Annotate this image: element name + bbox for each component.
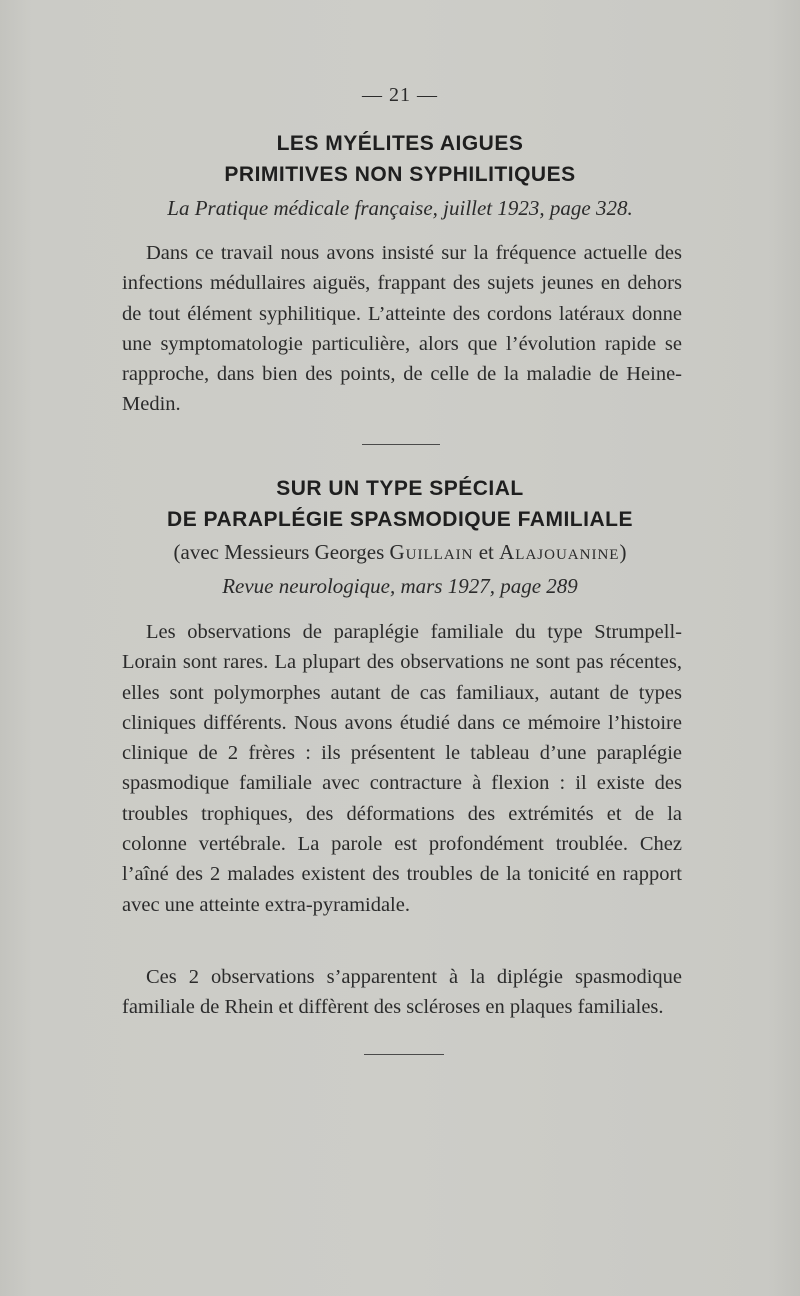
section-2-paragraph-1: Les observations de paraplégie familiale du type Strumpell-Lorain sont rares. La plupart des observations ne sont pas récentes, elles sont polymorphes autant de cas familiaux, autant de types cliniques différents. Nous avons étudié dans ce mémoire l’histoire clinique de 2 frères : ils présentent le tableau d’une paraplégie spasmodique familiale avec contracture à flexion : il existe des troubles trophiques, des déformations des extrémités et de la colonne vertébrale. La parole est profondément troublée. Chez l’aîné des 2 malades existent des troubles de la tonicité en rapport avec une atteinte extra-pyramidale. — [122, 621, 682, 916]
section-1-source: La Pratique médicale française, juillet 1923, page 328. — [167, 196, 633, 220]
author-alajouanine: Alajouanine — [499, 540, 620, 564]
section-1-title-line-2: PRIMITIVES NON SYPHILITIQUES — [224, 163, 576, 186]
authors-suffix: ) — [619, 540, 627, 564]
section-2-title — [0, 473, 800, 535]
end-rule — [364, 1054, 444, 1055]
section-1-paragraph: Dans ce travail nous avons insisté sur la fréquence actuelle des infections médullaires aiguës, frappant des sujets jeunes en dehors de tout élément syphilitique. L’atteinte des cordons latéraux donne une symptomatologie particulière, alors que l’évolution rapide se rapproche, dans bien des points, de celle de la maladie de Heine-Medin. — [122, 242, 682, 416]
section-1-title-line-1: LES MYÉLITES AIGUES — [276, 132, 524, 155]
section-2-title-line-1: SUR UN TYPE SPÉCIAL — [276, 477, 524, 500]
page-number: — 21 — — [362, 84, 438, 106]
section-1-title — [0, 128, 800, 190]
author-guillain: Guillain — [389, 540, 474, 564]
section-2-title-line-2: DE PARAPLÉGIE SPASMODIQUE FAMILIALE — [167, 508, 633, 531]
authors-mid: et — [473, 540, 500, 564]
section-2-authors — [0, 540, 800, 565]
authors-prefix: (avec Messieurs Georges — [173, 540, 390, 564]
section-2-source: Revue neurologique, mars 1927, page 289 — [222, 574, 578, 598]
section-2-paragraph-2: Ces 2 observations s’apparentent à la diplégie spasmodique familiale de Rhein et diffèrent des scléroses en plaques familiales. — [122, 966, 682, 1019]
section-divider — [362, 444, 440, 445]
